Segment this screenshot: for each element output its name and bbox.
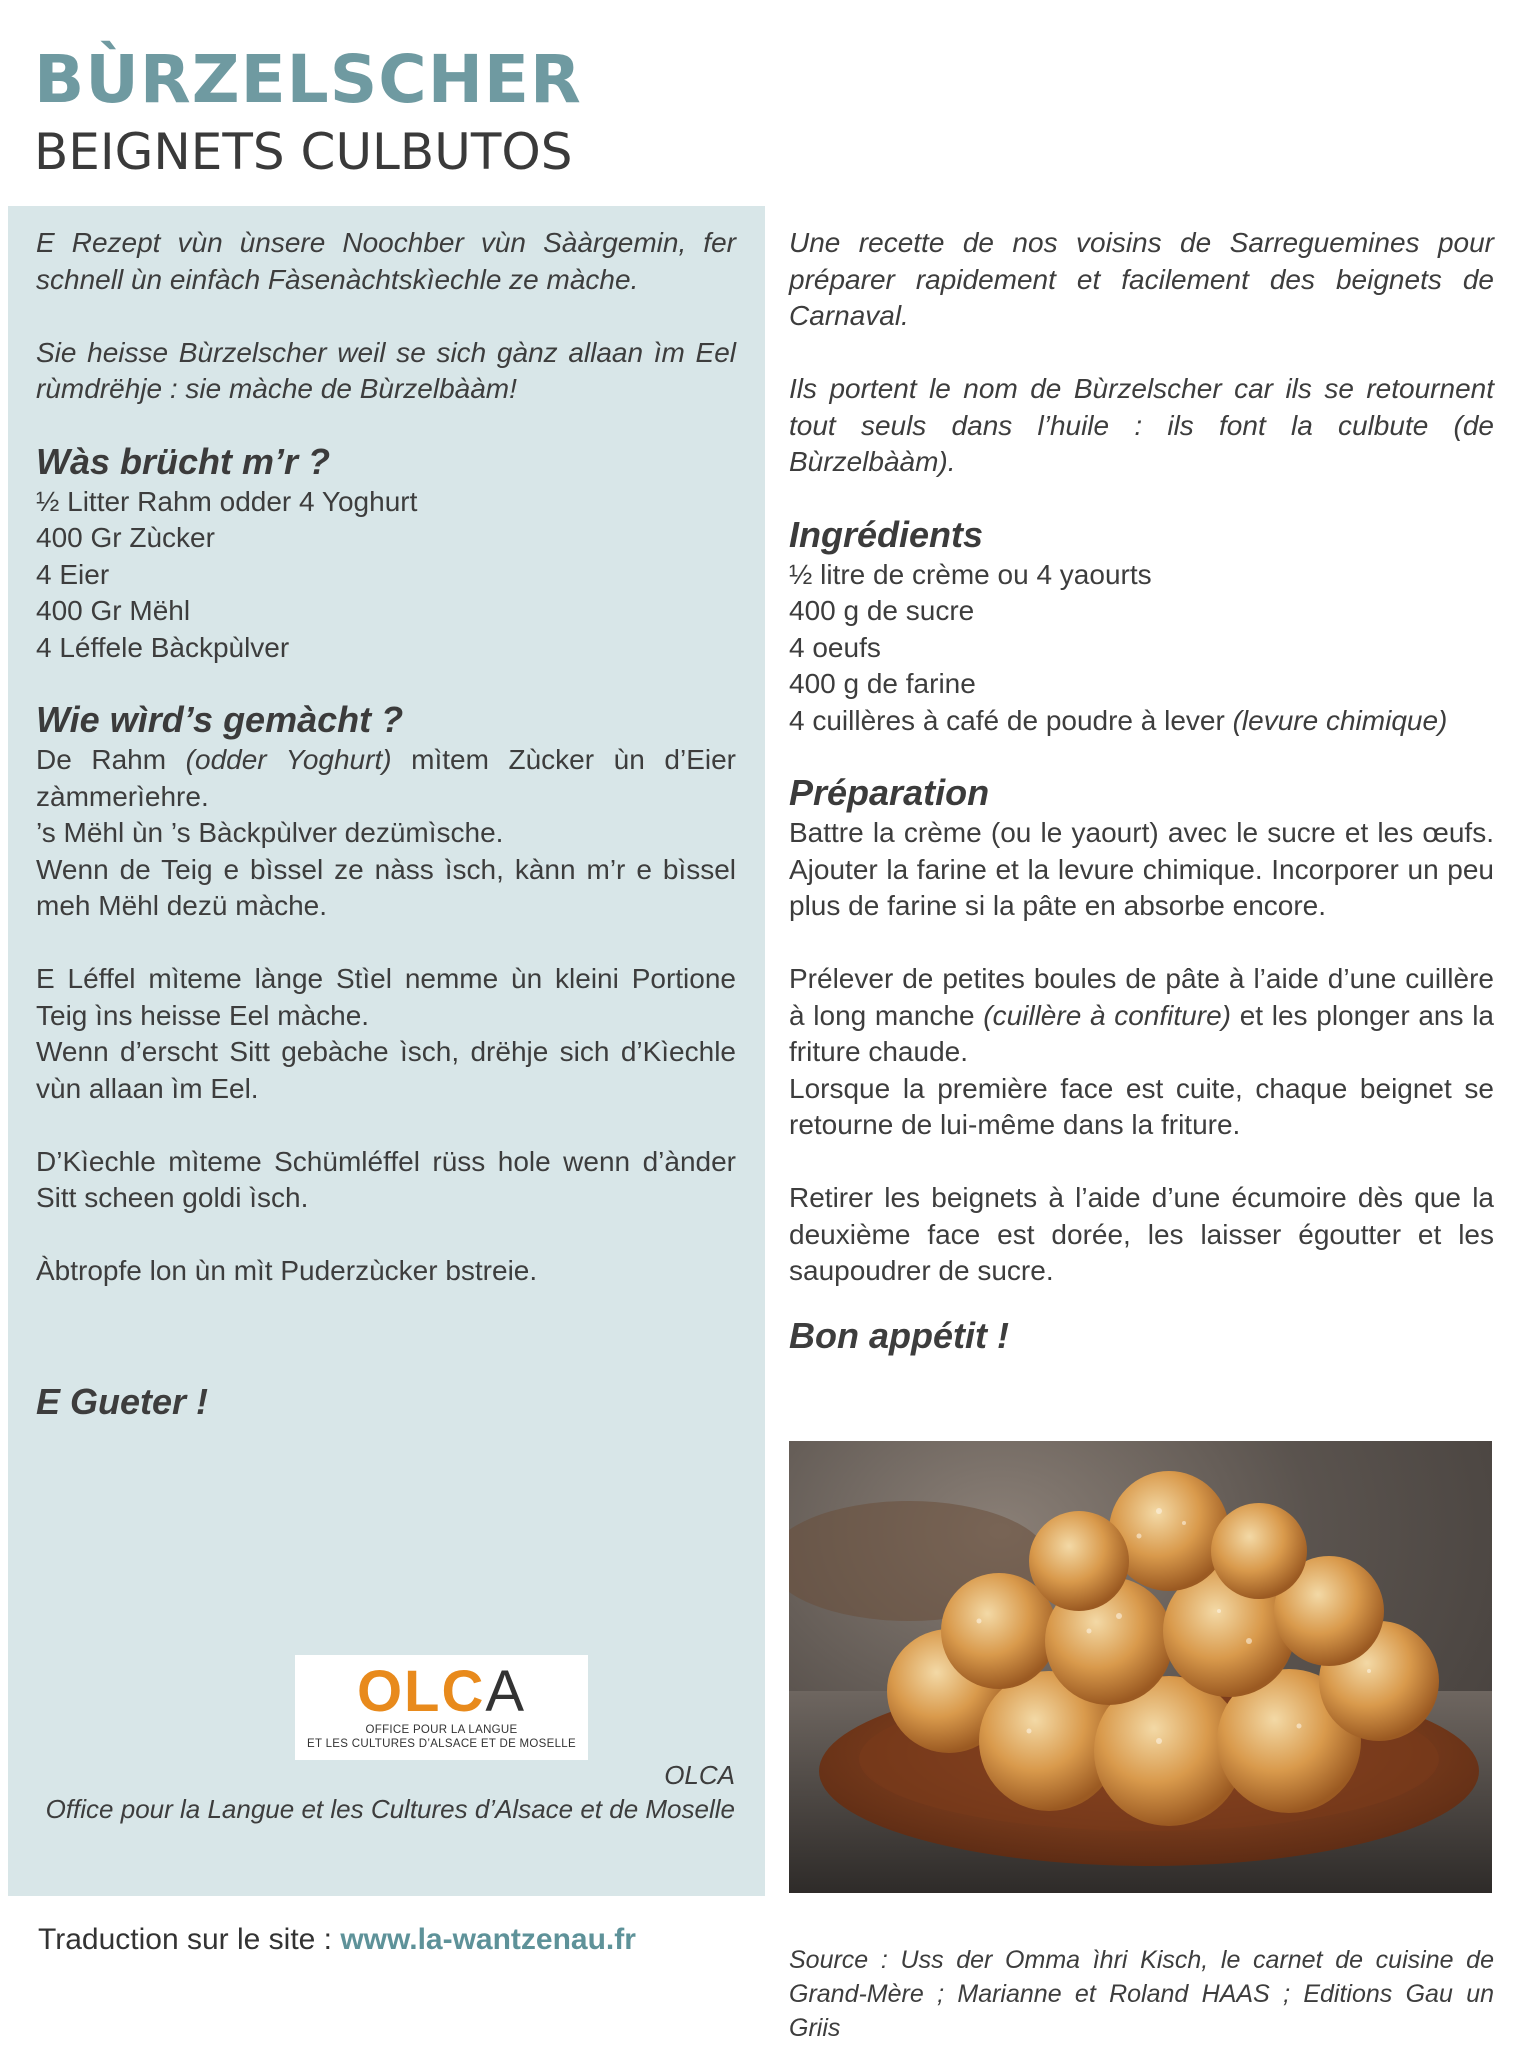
page-subtitle: BEIGNETS CULBUTOS (34, 123, 573, 181)
french-ingredients-heading: Ingrédients (789, 513, 984, 555)
alsatian-step-2: ’s Mëhl ùn ’s Bàckpùlver dezümìsche. (36, 817, 504, 848)
alsatian-ingredients-list (36, 484, 736, 667)
list-item: 4 Eier (36, 558, 110, 590)
beignets-photo (789, 1441, 1492, 1893)
alsatian-step-3: Wenn de Teig e bìssel ze nàss ìsch, kànn m’r e bìssel meh Mëhl dezü màche. (36, 853, 736, 921)
translation-footer (38, 1920, 636, 1960)
list-item: 400 g de farine (789, 668, 976, 699)
french-intro-2: Ils portent le nom de Bùrzelscher car ils se retournent tout seuls dans l’huile : ils font la culbute (de Bùrzelbààm). (789, 373, 1494, 477)
alsatian-intro-1: E Rezept vùn ùnsere Noochber vùn Sààrgemin, fer schnell ùn einfàch Fàsenàchtskìechle ze màche. (36, 227, 736, 295)
alsatian-step-4: E Léffel mìteme lànge Stìel nemme ùn kleini Portione Teig ìns heisse Eel màche. (36, 963, 736, 1031)
list-item: 400 Gr Zùcker (36, 522, 215, 553)
french-closing: Bon appétit ! (789, 1314, 1009, 1356)
olca-logo-wordmark: OLCA (356, 1659, 527, 1724)
list-item: 4 cuillères à café de poudre à lever (levure chimique) (789, 704, 1448, 736)
alsatian-method-heading: Wie wìrd’s gemàcht ? (36, 699, 404, 740)
source-credit: Source : Uss der Omma ìhri Kisch, le carnet de cuisine de Grand-Mère ; Marianne et Roland HAAS ; Editions Gau un Griis (789, 1946, 1494, 2042)
french-step-4: Retirer les beignets à l’aide d’une écumoire dès que la deuxième face est dorée, les laisser égoutter et les saupoudrer de sucre. (789, 1182, 1494, 1286)
list-item: 4 Léffele Bàckpùlver (36, 631, 290, 663)
alsatian-ingredients-heading: Wàs brücht m’r ? (36, 440, 331, 482)
alsatian-intro-2: Sie heisse Bùrzelscher weil se sich gànz allaan ìm Eel rùmdrëhje : sie màche de Bùrzelbààm! (36, 336, 736, 404)
list-item: 400 Gr Mëhl (36, 595, 191, 626)
alsatian-column (36, 225, 736, 1290)
olca-credit (35, 1758, 735, 1826)
olca-logo-tagline-1: OFFICE POUR LA LANGUE (365, 1724, 518, 1736)
french-ingredients-list (789, 557, 1494, 740)
alsatian-step-1: De Rahm (odder Yoghurt) mìtem Zùcker ùn d’Eier zàmmerìehre. (36, 744, 736, 812)
alsatian-closing: E Gueter ! (36, 1381, 209, 1422)
olca-logo-tagline-2: ET LES CULTURES D’ALSACE ET DE MOSELLE (307, 1738, 576, 1750)
list-item: ½ Litter Rahm odder 4 Yoghurt (36, 485, 418, 517)
translation-label: Traduction sur le site : (38, 1923, 341, 1956)
translation-link[interactable]: www.la-wantzenau.fr (340, 1923, 636, 1956)
beignets-illustration (789, 1441, 1492, 1893)
alsatian-step-7: Àbtropfe lon ùn mìt Puderzùcker bstreie. (36, 1255, 538, 1286)
page-title: BÙRZELSCHER (34, 41, 582, 118)
list-item: 4 oeufs (789, 631, 881, 663)
alsatian-step-5: Wenn d’erscht Sitt gebàche ìsch, drëhje sich d’Kìechle vùn allaan ìm Eel. (36, 1036, 736, 1104)
french-step-3: Lorsque la première face est cuite, chaque beignet se retourne de lui-même dans la friture. (789, 1072, 1494, 1140)
french-method-heading: Préparation (789, 772, 990, 813)
french-step-1: Battre la crème (ou le yaourt) avec le sucre et les œufs. Ajouter la farine et la levure chimique. Incorporer un peu plus de farine si la pâte en absorbe encore. (789, 817, 1494, 921)
french-step-2: Prélever de petites boules de pâte à l’aide d’une cuillère à long manche (cuillère à confiture) et les plonger ans la friture chaude. (789, 963, 1495, 1067)
french-column (789, 225, 1494, 1358)
alsatian-step-6: D’Kìechle mìteme Schümléffel rüss hole wenn d’ànder Sitt scheen goldi ìsch. (36, 1145, 736, 1213)
french-intro-1: Une recette de nos voisins de Sarreguemines pour préparer rapidement et facilement des beignets de Carnaval. (789, 227, 1494, 331)
olca-logo (295, 1655, 588, 1760)
olca-credit-name: OLCA (664, 1760, 735, 1790)
list-item: ½ litre de crème ou 4 yaourts (789, 558, 1152, 590)
olca-credit-full: Office pour la Langue et les Cultures d’Alsace et de Moselle (45, 1794, 735, 1824)
list-item: 400 g de sucre (789, 595, 975, 626)
